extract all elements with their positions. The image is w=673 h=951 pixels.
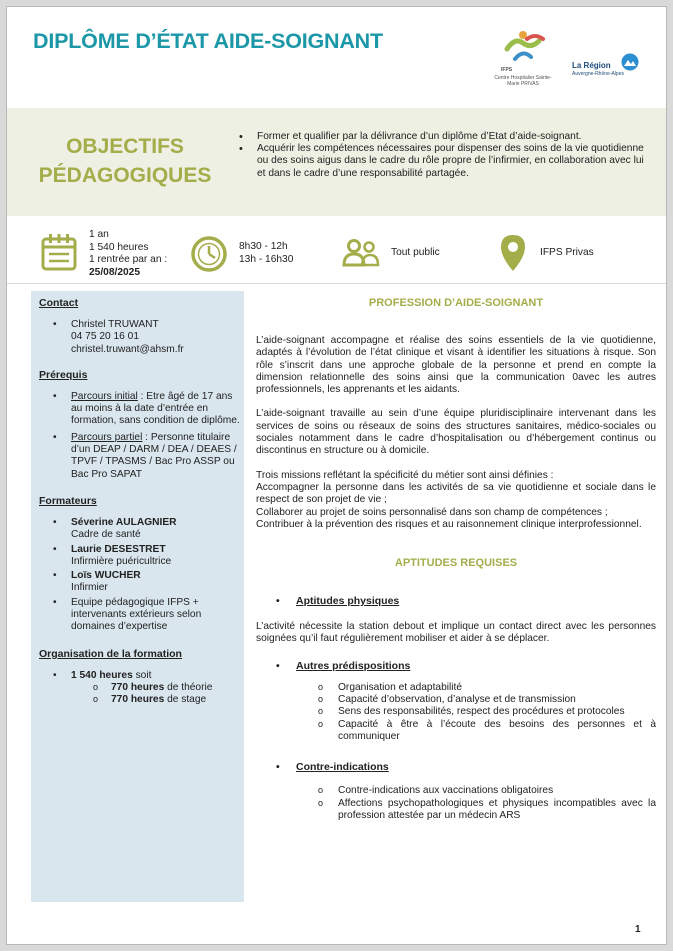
prereq-initial-text: : Etre âgé de 17 ans au moins à la date d’entrée en formation, sans condition de diplôme. — [71, 390, 240, 427]
contact-name: • Christel TRUWANT — [71, 319, 159, 330]
contraindication-item: o Affections psychopathologiques et physiques incompatibles avec la profession attestée par un médecin ARS — [318, 798, 656, 823]
prereq-initial — [53, 391, 244, 428]
schedule-morning: 8h30 - 12h — [239, 241, 288, 252]
people-icon — [342, 237, 380, 269]
region-mountain-logo-icon — [621, 53, 639, 71]
predisposition-item: o Capacité à être à l’écoute des besoins des personnes et à communiquer — [318, 719, 656, 744]
profession-paragraph-1: L’aide-soignant accompagne et réalise des soins essentiels de la vie quotidienne, adaptés à l’évolution de l’état clinique et visant à identifier les situations à risque. Son rôle s’inscrit dans une approche globale de la personne et prend en compte la dimension relationnelle des soins ainsi que la communication 0avec les autres professionnels, les apprenants et les aidants. — [256, 335, 656, 396]
predisposition-item: o Capacité d’observation, d’analyse et de transmission — [318, 694, 656, 706]
trainer-role: Infirmier — [71, 582, 108, 594]
organisation-heading: Organisation de la formation — [39, 647, 182, 660]
objectives-title-line1: OBJECTIFS — [66, 135, 184, 158]
profession-paragraph-2: L’aide-soignant travaille au sein d’une équipe pluridisciplinaire intervenant dans les services de soins ou réseaux de soins des structures sanitaires, médico-sociales ou sociales notamment dans le cadre d’hospitalisation ou d’hébergement continus ou discontinus en structure ou à domicile. — [256, 408, 656, 457]
schedule-info — [239, 241, 293, 266]
audience-info: Tout public — [391, 247, 440, 258]
objectives-section — [7, 108, 667, 216]
prereq-initial-label: Parcours initial — [71, 390, 138, 402]
stage-rest: de stage — [164, 694, 207, 706]
prereq-partial-label: Parcours partiel — [71, 431, 143, 443]
document-page — [6, 6, 667, 945]
trainers-heading: Formateurs — [39, 494, 97, 507]
info-row — [7, 219, 667, 281]
organisation-total-hours: 1 540 heures — [71, 669, 133, 681]
divider — [7, 283, 667, 284]
region-logo-line2: Auvergne-Rhône-Alpes — [572, 71, 624, 77]
contraindication-item: o Contre-indications aux vaccinations obligatoires — [318, 785, 656, 797]
intake-label: 1 rentrée par an : — [89, 254, 168, 265]
region-logo-line1: La Région — [572, 61, 611, 70]
contraindications-list — [318, 785, 656, 822]
location-pin-icon — [499, 233, 527, 273]
organisation-total — [53, 670, 244, 707]
duration-hours: 1 540 heures — [89, 241, 149, 253]
theory-rest: de théorie — [164, 681, 213, 693]
clock-icon — [190, 235, 228, 273]
calendar-icon — [41, 233, 77, 271]
trainer-name: • Laurie DESESTRET — [71, 543, 166, 555]
objectives-list — [237, 131, 647, 180]
trainer-role: Cadre de santé — [71, 529, 141, 541]
mission-3: Contribuer à la prévention des risques et au raisonnement clinique interprofessionnel. — [256, 518, 642, 530]
organisation-list — [53, 670, 244, 707]
sidebar — [31, 291, 244, 902]
predisposition-item: o Sens des responsabilités, respect des procédures et protocoles — [318, 706, 656, 718]
ifps-figure-logo-icon — [493, 29, 553, 65]
theory-hours: 770 heures — [111, 681, 165, 693]
schedule-afternoon: 13h - 16h30 — [239, 253, 294, 265]
stage-hours: 770 heures — [111, 694, 165, 706]
organisation-sublist — [93, 682, 244, 707]
duration-years: 1 an — [89, 229, 109, 240]
ifps-logo-subtitle: Centre Hospitalier Sainte-Marie PRIVAS — [494, 75, 552, 87]
location-info: IFPS Privas — [540, 247, 594, 258]
intake-date: 25/08/2025 — [89, 266, 140, 278]
aptitudes-heading: APTITUDES REQUISES — [394, 557, 518, 570]
mission-2: Collaborer au projet de soins personnalisé dans son champ de compétences ; — [256, 506, 608, 518]
missions-intro: Trois missions reflétant la spécificité du métier sont ainsi définies : — [256, 469, 554, 481]
prereq-partial — [53, 432, 244, 481]
duration-info — [89, 229, 167, 279]
mission-1: Accompagner la personne dans les activités de sa vie quotidienne et sociale dans le respect de son projet de vie ; — [256, 481, 656, 506]
other-predispositions-heading: • Autres prédispositions — [256, 660, 656, 672]
organisation-stage — [93, 694, 244, 706]
other-predispositions-list — [318, 682, 656, 743]
page-number: 1 — [635, 924, 641, 935]
physical-aptitudes-text: L’activité nécessite la station debout et implique un contact direct avec les personnes soignées qu’il faut régulièrement mobiliser et aider à se déplacer. — [256, 621, 656, 645]
physical-aptitudes-heading: • Aptitudes physiques — [256, 595, 656, 607]
profession-missions — [256, 470, 656, 531]
ifps-logo-name: IFPS — [501, 67, 513, 73]
organisation-theory — [93, 682, 244, 694]
objective-item: • Acquérir les compétences nécessaires pour dispenser des soins de la vie quotidienne ou des soins aigus dans le cadre du rôle propre de l’infirmier, en collaboration avec lui et dans le cadre d’une responsabilité partagée. — [237, 143, 647, 180]
contact-phone[interactable]: 04 75 20 16 01 — [71, 331, 139, 343]
objectives-title-line2: PÉDAGOGIQUES — [38, 164, 212, 187]
trainer-item — [53, 517, 244, 542]
trainer-item — [53, 544, 244, 569]
prereq-heading: Prérequis — [39, 368, 88, 381]
predisposition-item: o Organisation et adaptabilité — [318, 682, 656, 694]
trainers-list — [53, 517, 244, 634]
prereq-list — [53, 391, 244, 481]
document-title: DIPLÔME D’ÉTAT AIDE-SOIGNANT — [33, 29, 383, 53]
contraindications-heading: • Contre-indications — [256, 761, 656, 773]
objectives-title — [35, 132, 215, 190]
trainer-role: Infirmière puéricultrice — [71, 555, 172, 567]
region-logo — [572, 53, 642, 83]
organisation-total-rest: soit — [132, 669, 152, 681]
main-content — [256, 291, 656, 822]
trainer-name: • Séverine AULAGNIER — [71, 516, 177, 528]
prereq-partial-text: : Personne titulaire d’un DEAP / DARM / DEA / DEAES / TPVF / TPASMS / Bac Pro ASSP ou Bac Pro SAPAT — [71, 431, 237, 480]
trainer-item — [53, 570, 244, 595]
objective-item: • Former et qualifier par la délivrance d’un diplôme d’Etat d’aide-soignant. — [237, 131, 647, 143]
ifps-logo — [493, 29, 553, 93]
trainer-team: • Equipe pédagogique IFPS + intervenants extérieurs selon domaines d’expertise — [53, 597, 244, 634]
profession-heading: PROFESSION D’AIDE-SOIGNANT — [368, 297, 544, 309]
contact-item — [53, 319, 244, 356]
trainer-name: • Loïs WUCHER — [71, 570, 141, 582]
contact-heading: Contact — [39, 297, 79, 309]
contact-list — [53, 319, 244, 356]
contact-email[interactable]: christel.truwant@ahsm.fr — [71, 343, 184, 355]
